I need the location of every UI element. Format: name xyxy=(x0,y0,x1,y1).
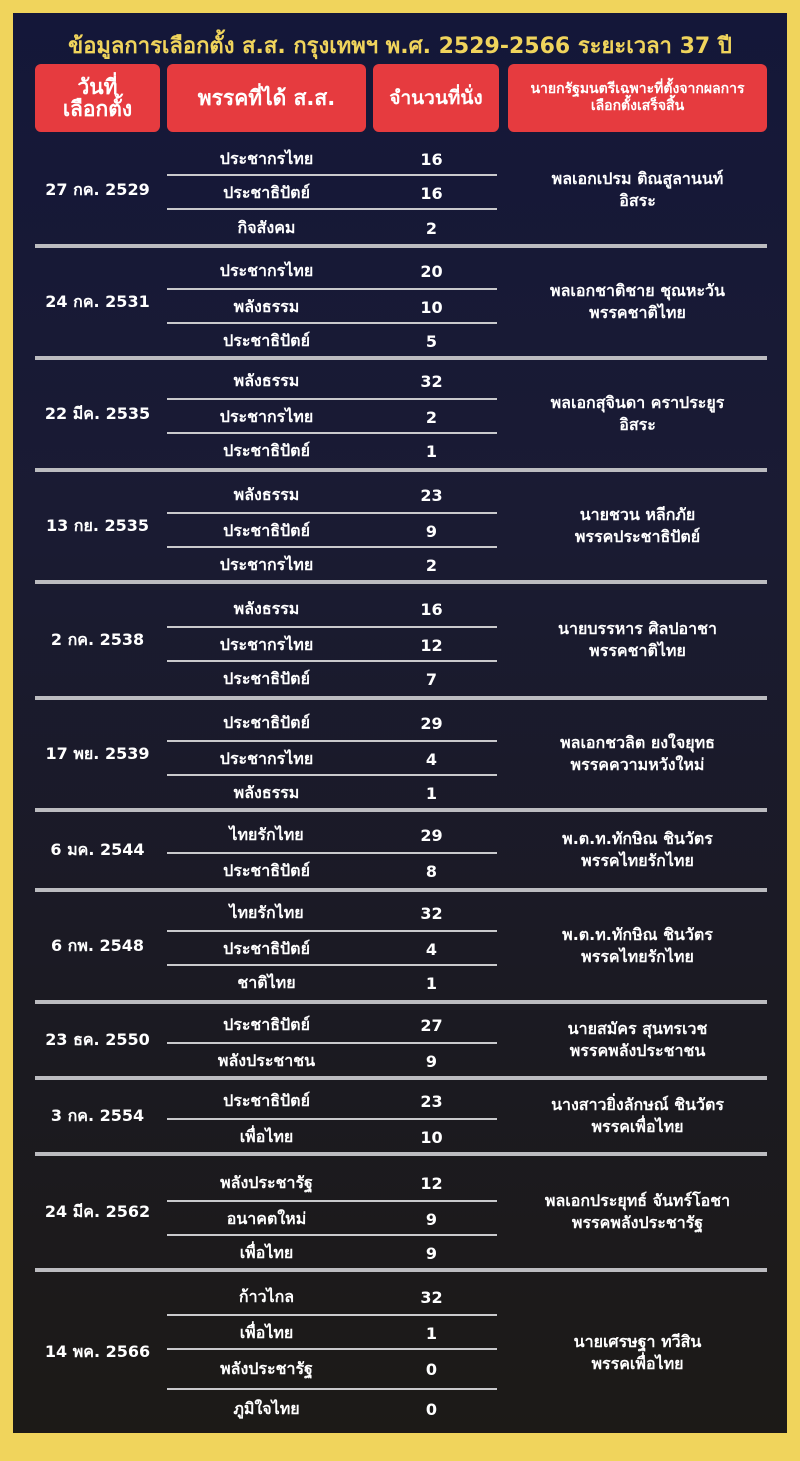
prime-minister-cell xyxy=(508,892,767,1000)
party-name: ประชาธิปัตย์ xyxy=(223,520,310,540)
election-date: 24 มีค. 2562 xyxy=(44,1201,151,1221)
election-date: 24 กค. 2531 xyxy=(45,291,150,311)
party-name: ประชากรไทย xyxy=(219,260,314,280)
party-name: พลังธรรม xyxy=(233,370,300,390)
result-row xyxy=(167,398,497,434)
seat-count: 23 xyxy=(420,1091,443,1111)
prime-minister-party: พรรคชาติไทย xyxy=(589,641,686,660)
seat-count: 9 xyxy=(425,1051,438,1071)
seat-count: 1 xyxy=(425,1323,438,1343)
election-group xyxy=(35,1156,767,1272)
party-name: พลังประชารัฐ xyxy=(220,1358,313,1378)
prime-minister-cell xyxy=(508,700,767,808)
result-row xyxy=(167,208,497,246)
prime-minister-cell xyxy=(508,248,767,356)
seat-count: 29 xyxy=(420,825,443,845)
prime-minister-party: อิสระ xyxy=(619,415,656,434)
party-name: ประชาธิปัตย์ xyxy=(223,860,310,880)
prime-minister-name: นางสาวยิ่งลักษณ์ ชินวัตร xyxy=(551,1095,724,1114)
prime-minister-cell xyxy=(508,1004,767,1076)
party-name: ประชากรไทย xyxy=(219,748,314,768)
election-date: 14 พค. 2566 xyxy=(44,1342,151,1361)
result-row xyxy=(167,174,497,210)
prime-minister-party: พรรคเพื่อไทย xyxy=(591,1353,684,1373)
election-date: 22 มีค. 2535 xyxy=(44,403,151,423)
prime-minister-party: พรรคชาติไทย xyxy=(589,303,686,322)
seat-count: 10 xyxy=(420,297,443,317)
header-date xyxy=(35,64,160,132)
party-name: พลังประชาชน xyxy=(217,1050,316,1070)
election-date: 17 พย. 2539 xyxy=(45,743,150,763)
prime-minister-party: อิสระ xyxy=(619,191,656,210)
seat-count: 9 xyxy=(425,1209,438,1229)
prime-minister-cell xyxy=(508,1272,767,1433)
prime-minister-name: นายสมัคร สุนทรเวช xyxy=(567,1019,708,1038)
election-date: 6 กพ. 2548 xyxy=(50,935,145,955)
election-group xyxy=(35,136,767,248)
election-group xyxy=(35,472,767,584)
party-name: ประชากรไทย xyxy=(219,148,314,168)
result-row xyxy=(167,1086,497,1116)
party-name: ประชาธิปัตย์ xyxy=(223,1014,310,1034)
result-row xyxy=(167,898,497,928)
result-row xyxy=(167,546,497,582)
election-date: 2 กค. 2538 xyxy=(50,629,145,649)
prime-minister-name: นายบรรหาร ศิลปอาชา xyxy=(558,619,717,638)
prime-minister-party: พรรคไทยรักไทย xyxy=(581,851,694,870)
seat-count: 7 xyxy=(425,669,438,689)
seat-count: 23 xyxy=(420,485,443,505)
prime-minister-cell xyxy=(508,136,767,244)
result-row xyxy=(167,930,497,966)
party-name: พลังธรรม xyxy=(233,484,300,504)
election-group xyxy=(35,584,767,700)
result-row xyxy=(167,1042,497,1078)
result-row xyxy=(167,852,497,888)
party-name: พลังธรรม xyxy=(233,598,300,618)
page-title: ข้อมูลการเลือกตั้ง ส.ส. กรุงเทพฯ พ.ศ. 2529-2566 ระยะเวลา 37 ปี xyxy=(68,34,732,59)
party-name: ก้าวไกล xyxy=(238,1286,295,1306)
prime-minister-name: พ.ต.ท.ทักษิณ ชินวัตร xyxy=(562,925,713,944)
result-row xyxy=(167,366,497,396)
party-name: ไทยรักไทย xyxy=(229,902,304,922)
seat-count: 27 xyxy=(420,1015,443,1035)
seat-count: 1 xyxy=(425,783,438,803)
election-date: 13 กย. 2535 xyxy=(45,515,150,535)
result-row xyxy=(167,512,497,548)
result-row xyxy=(167,740,497,776)
header-date-line2: เลือกตั้ง xyxy=(62,97,133,121)
election-date: 6 มค. 2544 xyxy=(50,839,145,859)
seat-count: 2 xyxy=(425,555,438,575)
party-name: อนาคตใหม่ xyxy=(226,1208,307,1228)
party-name: พลังประชารัฐ xyxy=(220,1172,313,1192)
party-name: ประชากรไทย xyxy=(219,406,314,426)
prime-minister-cell xyxy=(508,1156,767,1268)
seat-count: 29 xyxy=(420,713,443,733)
election-date: 23 ธค. 2550 xyxy=(45,1029,150,1049)
result-row xyxy=(167,708,497,738)
party-name: ประชาธิปัตย์ xyxy=(223,440,310,460)
result-row xyxy=(167,1168,497,1198)
prime-minister-name: นายเศรษฐา ทวีสิน xyxy=(573,1331,702,1351)
seat-count: 10 xyxy=(420,1127,443,1147)
prime-minister-party: พรรคพลังประชาชน xyxy=(569,1041,706,1060)
prime-minister-party: พรรคประชาธิปัตย์ xyxy=(574,527,701,546)
result-row xyxy=(167,774,497,810)
party-name: พลังธรรม xyxy=(233,782,300,802)
party-name: เพื่อไทย xyxy=(239,1126,294,1146)
election-group xyxy=(35,700,767,812)
result-row xyxy=(167,1234,497,1270)
party-name: ภูมิใจไทย xyxy=(233,1398,300,1418)
result-row xyxy=(167,480,497,510)
election-group xyxy=(35,360,767,472)
result-row xyxy=(167,256,497,286)
result-row xyxy=(167,594,497,624)
prime-minister-name: พลเอกสุจินดา คราประยูร xyxy=(550,393,725,412)
seat-count: 1 xyxy=(425,973,438,993)
party-name: ชาติไทย xyxy=(237,972,296,992)
result-row xyxy=(167,1200,497,1236)
party-name: ประชาธิปัตย์ xyxy=(223,330,310,350)
prime-minister-party: พรรคความหวังใหม่ xyxy=(570,755,705,774)
seat-count: 5 xyxy=(425,331,438,351)
prime-minister-name: พลเอกประยุทธ์ จันทร์โอชา xyxy=(544,1191,731,1210)
election-date: 27 กค. 2529 xyxy=(45,179,150,199)
prime-minister-cell xyxy=(508,584,767,696)
party-name: เพื่อไทย xyxy=(239,1242,294,1262)
result-row xyxy=(167,1314,497,1350)
prime-minister-party: พรรคไทยรักไทย xyxy=(581,947,694,966)
result-row xyxy=(167,322,497,358)
result-row xyxy=(167,626,497,662)
election-date: 3 กค. 2554 xyxy=(50,1105,145,1125)
prime-minister-name: พลเอกชาติชาย ชุณหะวัน xyxy=(550,281,725,300)
party-name: กิจสังคม xyxy=(237,217,296,237)
election-group xyxy=(35,892,767,1004)
result-row xyxy=(167,1388,497,1428)
election-group xyxy=(35,1004,767,1080)
header-prime-minister: นายกรัฐมนตรีเฉพาะที่ตั้งจากผลการเลือกตั้งเสร็จสิ้น xyxy=(508,64,767,132)
party-name: ไทยรักไทย xyxy=(229,824,304,844)
prime-minister-name: พลเอกชวลิต ยงใจยุทธ xyxy=(560,733,715,752)
party-name: ประชาธิปัตย์ xyxy=(223,668,310,688)
seat-count: 2 xyxy=(425,218,438,238)
seat-count: 9 xyxy=(425,521,438,541)
seat-count: 16 xyxy=(420,183,443,203)
prime-minister-cell xyxy=(508,360,767,468)
result-row xyxy=(167,1118,497,1154)
prime-minister-cell xyxy=(508,812,767,888)
prime-minister-cell xyxy=(508,1080,767,1152)
party-name: ประชาธิปัตย์ xyxy=(223,712,310,732)
prime-minister-cell xyxy=(508,472,767,580)
result-row xyxy=(167,1282,497,1312)
header-seats: จำนวนที่นั่ง xyxy=(373,64,499,132)
result-row xyxy=(167,432,497,468)
seat-count: 0 xyxy=(425,1359,438,1379)
election-group xyxy=(35,1080,767,1156)
seat-count: 0 xyxy=(425,1399,438,1419)
result-row xyxy=(167,660,497,696)
party-name: ประชาธิปัตย์ xyxy=(223,1090,310,1110)
seat-count: 1 xyxy=(425,441,438,461)
result-row xyxy=(167,820,497,850)
party-name: ประชากรไทย xyxy=(219,554,314,574)
result-row xyxy=(167,288,497,324)
election-group xyxy=(35,812,767,892)
header-date-line1: วันที่ xyxy=(77,75,118,99)
seat-count: 32 xyxy=(420,903,443,923)
seat-count: 2 xyxy=(425,407,438,427)
seat-count: 4 xyxy=(425,749,438,769)
party-name: ประชาธิปัตย์ xyxy=(223,182,310,202)
party-name: ประชากรไทย xyxy=(219,634,314,654)
seat-count: 16 xyxy=(420,149,443,169)
prime-minister-party: พรรคเพื่อไทย xyxy=(591,1117,684,1136)
seat-count: 16 xyxy=(420,599,443,619)
seat-count: 12 xyxy=(420,635,443,655)
seat-count: 12 xyxy=(420,1173,443,1193)
party-name: ประชาธิปัตย์ xyxy=(223,938,310,958)
seat-count: 20 xyxy=(420,261,443,281)
prime-minister-party: พรรคพลังประชารัฐ xyxy=(571,1213,704,1232)
election-group xyxy=(35,1272,767,1433)
table-panel xyxy=(13,13,787,1433)
prime-minister-name: พ.ต.ท.ทักษิณ ชินวัตร xyxy=(562,829,713,848)
seat-count: 32 xyxy=(420,371,443,391)
party-name: พลังธรรม xyxy=(233,296,300,316)
election-group xyxy=(35,248,767,360)
seat-count: 8 xyxy=(425,861,438,881)
result-row xyxy=(167,964,497,1000)
seat-count: 32 xyxy=(420,1287,443,1307)
header-party: พรรคที่ได้ ส.ส. xyxy=(167,64,366,132)
result-row xyxy=(167,1348,497,1388)
prime-minister-name: พลเอกเปรม ติณสูลานนท์ xyxy=(551,169,724,188)
seat-count: 9 xyxy=(425,1243,438,1263)
party-name: เพื่อไทย xyxy=(239,1322,294,1342)
result-row xyxy=(167,144,497,174)
result-row xyxy=(167,1010,497,1040)
prime-minister-name: นายชวน หลีกภัย xyxy=(579,505,696,524)
seat-count: 4 xyxy=(425,939,438,959)
